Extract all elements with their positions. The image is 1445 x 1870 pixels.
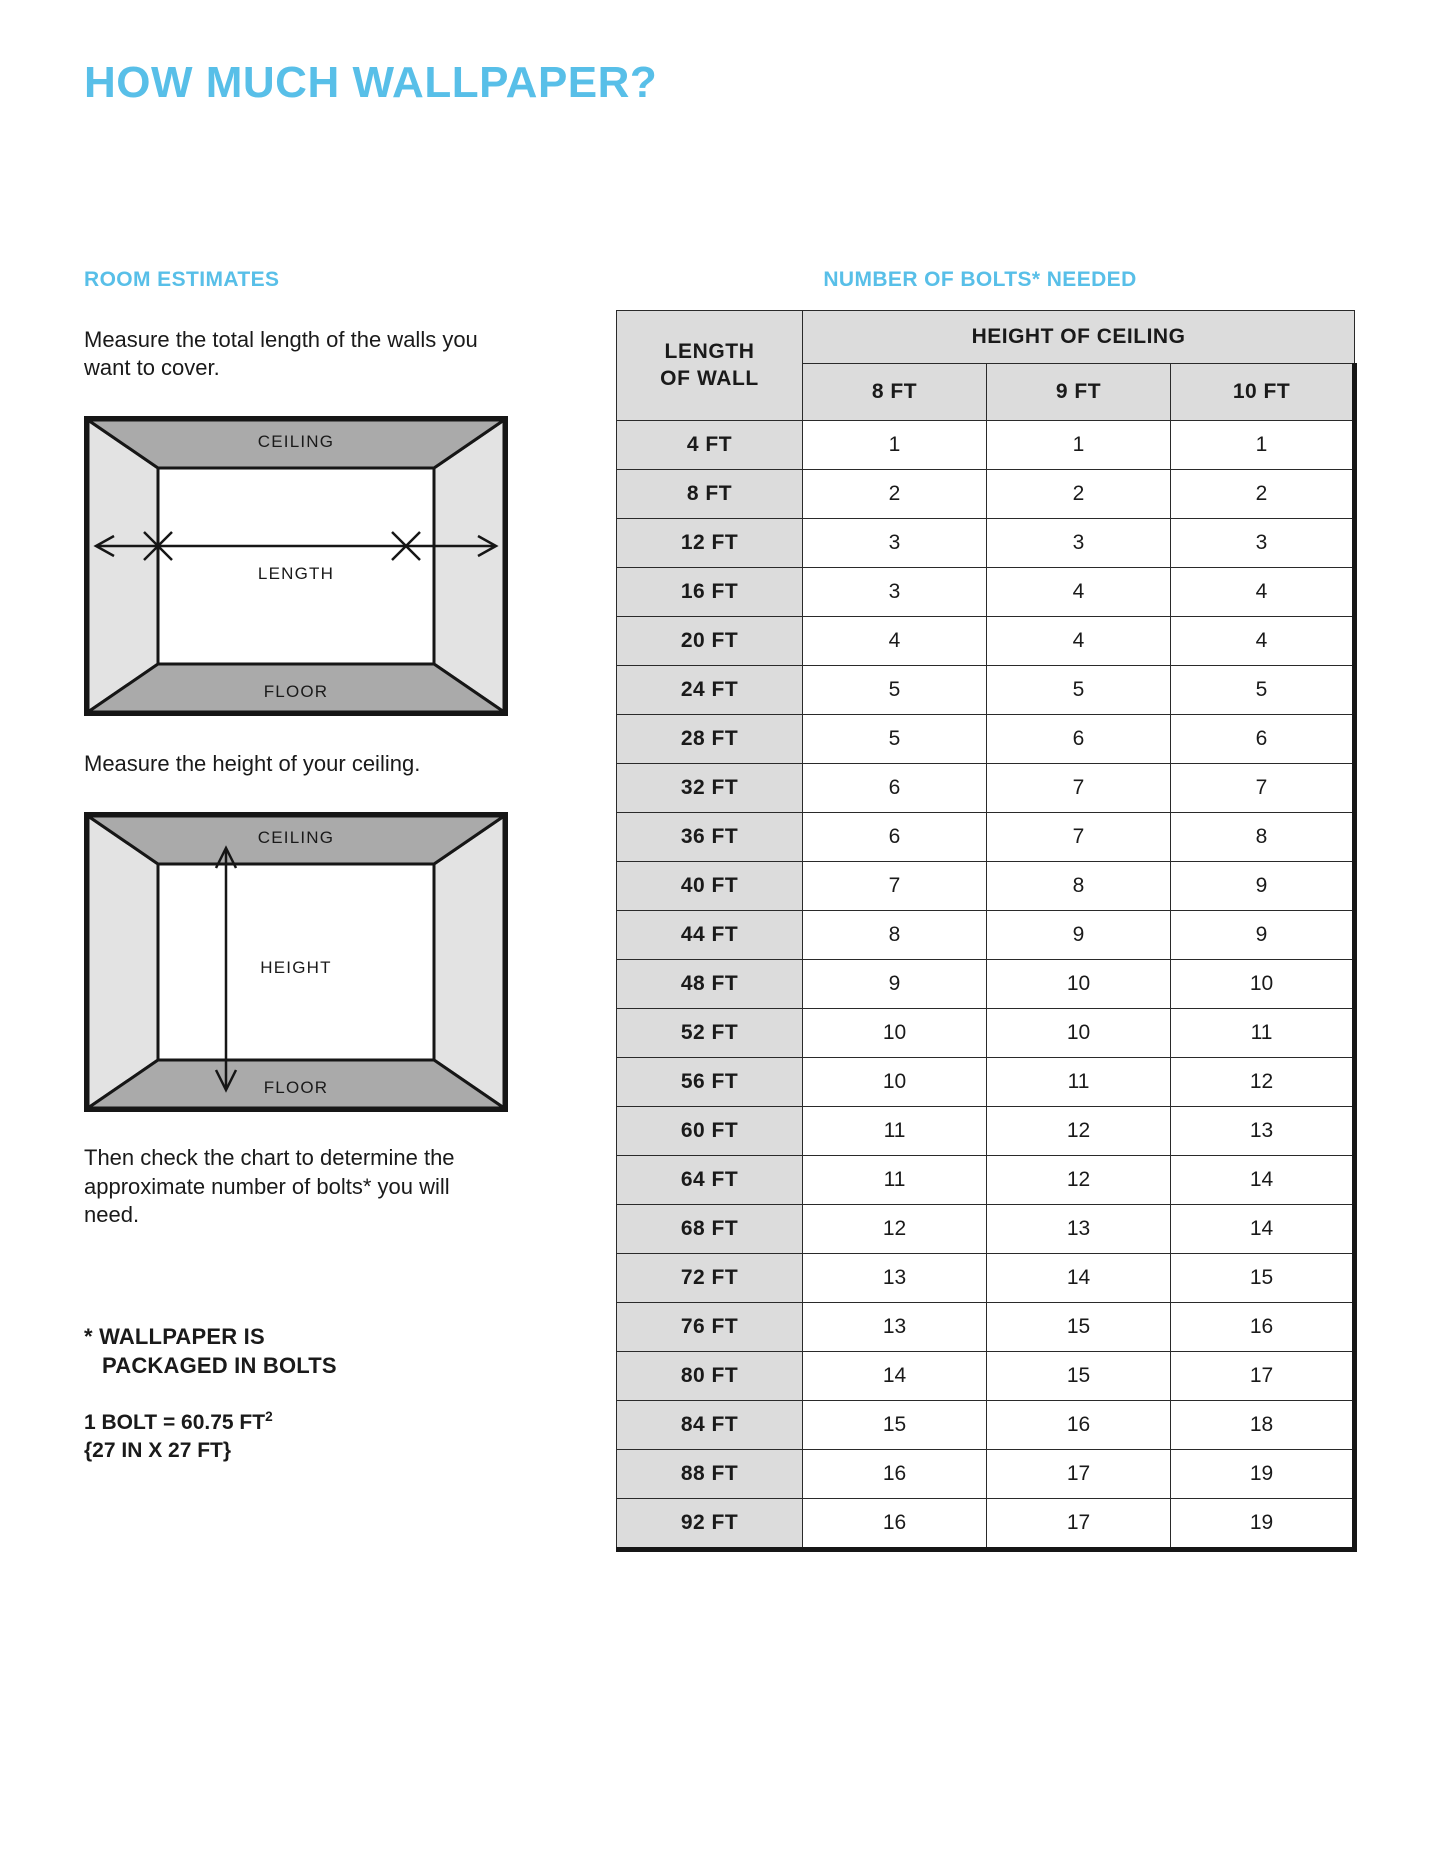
table-row <box>617 911 1355 960</box>
row-label-length: 52 FT <box>617 1009 803 1058</box>
cell-bolts: 17 <box>987 1499 1171 1550</box>
cell-bolts: 8 <box>987 862 1171 911</box>
cell-bolts: 8 <box>803 911 987 960</box>
footnote-line-1: * WALLPAPER IS <box>84 1323 265 1349</box>
row-label-length: 24 FT <box>617 666 803 715</box>
cell-bolts: 4 <box>987 568 1171 617</box>
footnote-wallpaper-bolts <box>84 1323 504 1380</box>
table-title: NUMBER OF BOLTS* NEEDED <box>823 268 1137 291</box>
row-label-length: 28 FT <box>617 715 803 764</box>
row-label-length: 92 FT <box>617 1499 803 1550</box>
instruction-measure-length: Measure the total length of the walls you want to cover. <box>84 327 478 381</box>
row-label-length: 8 FT <box>617 470 803 519</box>
table-row <box>617 1107 1355 1156</box>
cell-bolts: 3 <box>987 519 1171 568</box>
cell-bolts: 4 <box>987 617 1171 666</box>
table-row <box>617 617 1355 666</box>
page-title: HOW MUCH WALLPAPER? <box>84 58 658 107</box>
diagram2-ceiling-label: CEILING <box>257 828 335 848</box>
room-diagram-height <box>84 812 508 1112</box>
row-label-length: 40 FT <box>617 862 803 911</box>
cell-bolts: 9 <box>1171 911 1355 960</box>
bolt-size-line-1 <box>84 1408 504 1437</box>
cell-bolts: 19 <box>1171 1450 1355 1499</box>
table-row <box>617 519 1355 568</box>
bolt-size-line-2: {27 IN X 27 FT} <box>84 1439 232 1463</box>
cell-bolts: 1 <box>987 421 1171 470</box>
header-ceiling-8ft: 8 FT <box>803 364 987 421</box>
cell-bolts: 12 <box>1171 1058 1355 1107</box>
instruction-measure-height: Measure the height of your ceiling. <box>84 751 421 777</box>
cell-bolts: 6 <box>1171 715 1355 764</box>
section-title-room-estimates: ROOM ESTIMATES <box>84 268 280 291</box>
cell-bolts: 10 <box>1171 960 1355 1009</box>
cell-bolts: 9 <box>1171 862 1355 911</box>
cell-bolts: 13 <box>1171 1107 1355 1156</box>
cell-bolts: 3 <box>803 519 987 568</box>
row-label-length: 36 FT <box>617 813 803 862</box>
table-row <box>617 715 1355 764</box>
cell-bolts: 9 <box>803 960 987 1009</box>
table-row <box>617 1401 1355 1450</box>
row-label-length: 80 FT <box>617 1352 803 1401</box>
cell-bolts: 3 <box>803 568 987 617</box>
table-row <box>617 1303 1355 1352</box>
cell-bolts: 11 <box>803 1107 987 1156</box>
header-length-line-1: LENGTH <box>664 340 755 364</box>
cell-bolts: 13 <box>803 1303 987 1352</box>
cell-bolts: 18 <box>1171 1401 1355 1450</box>
table-row <box>617 1058 1355 1107</box>
cell-bolts: 12 <box>803 1205 987 1254</box>
cell-bolts: 1 <box>803 421 987 470</box>
bolt-size-superscript: 2 <box>265 1409 273 1425</box>
cell-bolts: 17 <box>1171 1352 1355 1401</box>
header-length-of-wall <box>617 311 803 421</box>
bolts-table-wrap <box>616 310 1356 1552</box>
table-row <box>617 1205 1355 1254</box>
cell-bolts: 16 <box>803 1450 987 1499</box>
cell-bolts: 5 <box>803 666 987 715</box>
row-label-length: 68 FT <box>617 1205 803 1254</box>
cell-bolts: 11 <box>1171 1009 1355 1058</box>
cell-bolts: 9 <box>987 911 1171 960</box>
table-row <box>617 1156 1355 1205</box>
cell-bolts: 16 <box>1171 1303 1355 1352</box>
cell-bolts: 15 <box>987 1303 1171 1352</box>
cell-bolts: 11 <box>803 1156 987 1205</box>
cell-bolts: 15 <box>987 1352 1171 1401</box>
cell-bolts: 5 <box>803 715 987 764</box>
header-height-of-ceiling: HEIGHT OF CEILING <box>803 311 1355 364</box>
table-row <box>617 421 1355 470</box>
room-diagram-length <box>84 416 508 716</box>
diagram2-measure-label: HEIGHT <box>260 958 332 978</box>
bolt-size-note <box>84 1408 504 1466</box>
row-label-length: 56 FT <box>617 1058 803 1107</box>
cell-bolts: 10 <box>803 1058 987 1107</box>
instruction-check-chart: Then check the chart to determine the approximate number of bolts* you will need. <box>84 1145 455 1227</box>
row-label-length: 44 FT <box>617 911 803 960</box>
header-length-line-2: OF WALL <box>660 366 759 390</box>
cell-bolts: 10 <box>987 1009 1171 1058</box>
cell-bolts: 3 <box>1171 519 1355 568</box>
cell-bolts: 6 <box>803 764 987 813</box>
cell-bolts: 4 <box>803 617 987 666</box>
cell-bolts: 5 <box>987 666 1171 715</box>
row-label-length: 16 FT <box>617 568 803 617</box>
cell-bolts: 17 <box>987 1450 1171 1499</box>
table-row <box>617 666 1355 715</box>
diagram2-floor-label: FLOOR <box>263 1078 329 1098</box>
row-label-length: 48 FT <box>617 960 803 1009</box>
cell-bolts: 14 <box>987 1254 1171 1303</box>
bolt-size-text: 1 BOLT = 60.75 FT <box>84 1411 266 1435</box>
cell-bolts: 16 <box>803 1499 987 1550</box>
table-row <box>617 1450 1355 1499</box>
row-label-length: 32 FT <box>617 764 803 813</box>
diagram1-floor-label: FLOOR <box>263 682 329 702</box>
cell-bolts: 1 <box>1171 421 1355 470</box>
cell-bolts: 15 <box>1171 1254 1355 1303</box>
table-row <box>617 813 1355 862</box>
diagram1-measure-label: LENGTH <box>257 564 335 584</box>
table-row <box>617 1254 1355 1303</box>
table-row <box>617 1352 1355 1401</box>
row-label-length: 4 FT <box>617 421 803 470</box>
cell-bolts: 6 <box>987 715 1171 764</box>
cell-bolts: 2 <box>987 470 1171 519</box>
table-body <box>617 421 1355 1550</box>
table-head <box>617 311 1355 421</box>
bolts-table <box>616 310 1357 1552</box>
table-row <box>617 1499 1355 1550</box>
cell-bolts: 13 <box>803 1254 987 1303</box>
cell-bolts: 10 <box>987 960 1171 1009</box>
cell-bolts: 12 <box>987 1156 1171 1205</box>
diagram1-ceiling-label: CEILING <box>257 432 335 452</box>
room-estimates-column <box>84 268 504 1466</box>
row-label-length: 84 FT <box>617 1401 803 1450</box>
row-label-length: 60 FT <box>617 1107 803 1156</box>
table-row <box>617 862 1355 911</box>
cell-bolts: 10 <box>803 1009 987 1058</box>
cell-bolts: 19 <box>1171 1499 1355 1550</box>
cell-bolts: 13 <box>987 1205 1171 1254</box>
cell-bolts: 2 <box>803 470 987 519</box>
cell-bolts: 4 <box>1171 568 1355 617</box>
cell-bolts: 7 <box>987 813 1171 862</box>
footnote-line-2: PACKAGED IN BOLTS <box>102 1352 337 1378</box>
row-label-length: 64 FT <box>617 1156 803 1205</box>
row-label-length: 20 FT <box>617 617 803 666</box>
cell-bolts: 12 <box>987 1107 1171 1156</box>
cell-bolts: 14 <box>1171 1205 1355 1254</box>
cell-bolts: 8 <box>1171 813 1355 862</box>
cell-bolts: 4 <box>1171 617 1355 666</box>
cell-bolts: 16 <box>987 1401 1171 1450</box>
cell-bolts: 7 <box>1171 764 1355 813</box>
cell-bolts: 7 <box>803 862 987 911</box>
table-row <box>617 960 1355 1009</box>
header-ceiling-9ft: 9 FT <box>987 364 1171 421</box>
cell-bolts: 14 <box>1171 1156 1355 1205</box>
row-label-length: 76 FT <box>617 1303 803 1352</box>
table-head-row-1 <box>617 311 1355 364</box>
cell-bolts: 6 <box>803 813 987 862</box>
row-label-length: 72 FT <box>617 1254 803 1303</box>
table-row <box>617 764 1355 813</box>
cell-bolts: 14 <box>803 1352 987 1401</box>
cell-bolts: 15 <box>803 1401 987 1450</box>
header-ceiling-10ft: 10 FT <box>1171 364 1355 421</box>
cell-bolts: 5 <box>1171 666 1355 715</box>
table-row <box>617 568 1355 617</box>
cell-bolts: 11 <box>987 1058 1171 1107</box>
row-label-length: 88 FT <box>617 1450 803 1499</box>
cell-bolts: 2 <box>1171 470 1355 519</box>
table-row <box>617 470 1355 519</box>
cell-bolts: 7 <box>987 764 1171 813</box>
row-label-length: 12 FT <box>617 519 803 568</box>
table-row <box>617 1009 1355 1058</box>
